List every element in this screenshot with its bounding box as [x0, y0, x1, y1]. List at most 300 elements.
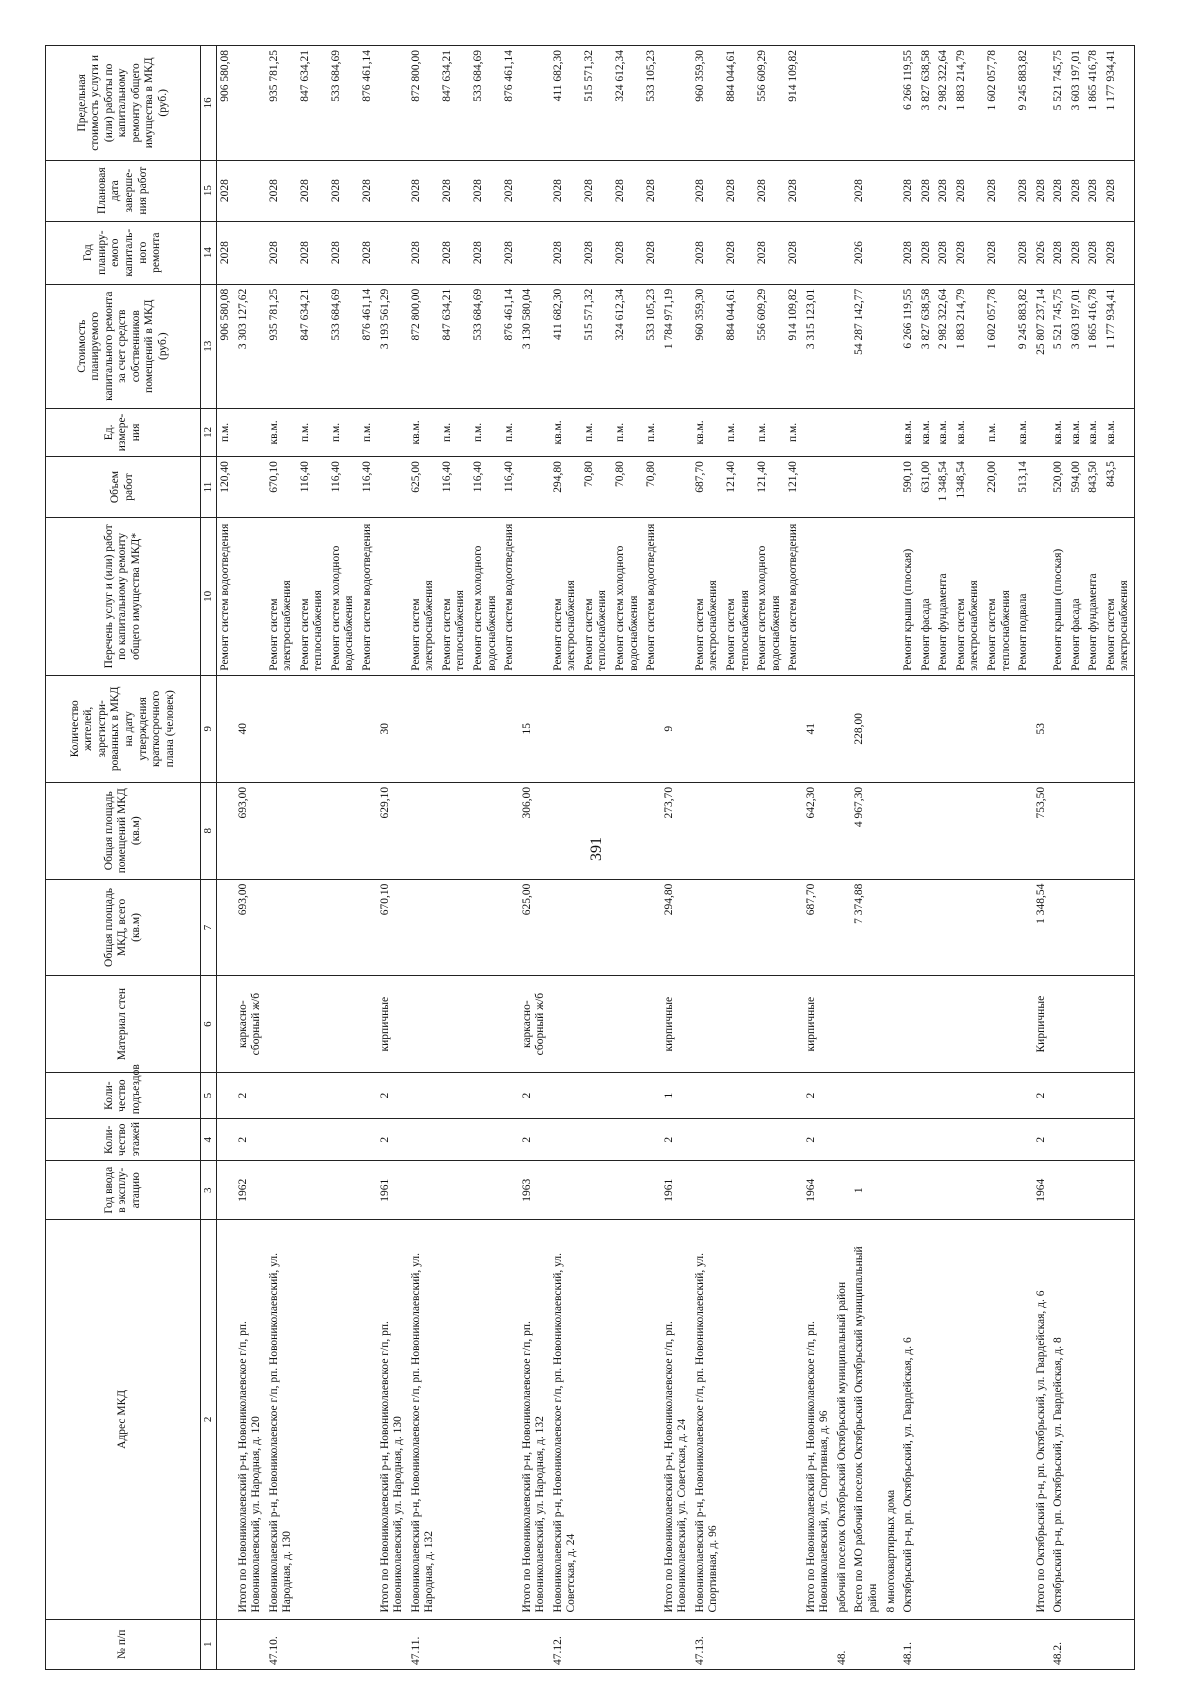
table-cell-col-15: 2028 — [851, 160, 882, 221]
table-cell-col-12: п.м. — [470, 408, 501, 456]
column-number-10: 10 — [201, 518, 217, 676]
table-row — [883, 46, 901, 1670]
table-cell-col-2: Новониколаевский р-н, Новониколаевское г/п, рп. Новониколаевский, ул. Народная, д. 130 — [266, 1220, 297, 1619]
table-cell-col-4 — [297, 1119, 328, 1161]
table-cell-col-16: 324 612,34 — [612, 46, 643, 161]
table-cell-col-8 — [834, 782, 852, 879]
table-cell-col-2 — [918, 1220, 936, 1619]
table-cell-col-6 — [723, 976, 754, 1073]
table-cell-col-11: 590,10 — [900, 457, 918, 518]
table-cell-col-5 — [1015, 1073, 1033, 1119]
table-cell-col-7 — [612, 879, 643, 976]
table-cell-col-4 — [550, 1119, 581, 1161]
table-cell-col-9 — [470, 675, 501, 782]
table-cell-col-9: 40 — [235, 675, 266, 782]
table-row — [918, 46, 936, 1670]
table-row — [1068, 46, 1086, 1670]
table-cell-col-15: 2028 — [470, 160, 501, 221]
table-row — [984, 46, 1015, 1670]
table-cell-col-14: 2028 — [439, 221, 470, 284]
table-row — [328, 46, 359, 1670]
table-cell-col-16: 5 521 745,75 — [1050, 46, 1068, 161]
table-cell-col-4: 2 — [519, 1119, 550, 1161]
table-cell-col-12: п.м. — [643, 408, 661, 456]
table-cell-col-8 — [297, 782, 328, 879]
table-cell-col-10 — [1033, 518, 1051, 676]
table-cell-col-2: рабочий поселок Октябрьский Октябрьский муниципальный район — [834, 1220, 852, 1619]
table-row — [216, 46, 234, 1670]
table-cell-col-6 — [439, 976, 470, 1073]
column-number-8: 8 — [201, 782, 217, 879]
table-cell-col-2: Итого по Новониколаевский р-н, Новониколаевское г/п, рп. Новониколаевский, ул. Советская, д. 24 — [661, 1220, 692, 1619]
table-cell-col-6: кирпичные — [661, 976, 692, 1073]
table-row — [581, 46, 612, 1670]
table-cell-col-12: п.м. — [328, 408, 359, 456]
table-cell-col-7 — [900, 879, 918, 976]
table-cell-col-9 — [408, 675, 439, 782]
table-cell-col-8: 693,00 — [235, 782, 266, 879]
table-cell-col-14: 2028 — [266, 221, 297, 284]
table-cell-col-1 — [1033, 1619, 1051, 1669]
column-number-11: 11 — [201, 457, 217, 518]
table-cell-col-15: 2028 — [1050, 160, 1068, 221]
table-cell-col-4 — [643, 1119, 661, 1161]
table-cell-col-15: 2028 — [984, 160, 1015, 221]
table-cell-col-9 — [297, 675, 328, 782]
table-cell-col-15: 2028 — [612, 160, 643, 221]
table-cell-col-9 — [1068, 675, 1086, 782]
table-cell-col-1: 47.11. — [408, 1619, 439, 1669]
table-row — [661, 46, 692, 1670]
table-cell-col-10: Ремонт систем теплоснабжения — [723, 518, 754, 676]
table-cell-col-9: 53 — [1033, 675, 1051, 782]
table-cell-col-4: 2 — [377, 1119, 408, 1161]
table-cell-col-14: 2028 — [723, 221, 754, 284]
table-cell-col-15: 2028 — [953, 160, 984, 221]
table-cell-col-3 — [834, 1161, 852, 1220]
table-row — [235, 46, 266, 1670]
table-cell-col-6 — [883, 976, 901, 1073]
table-cell-col-4 — [470, 1119, 501, 1161]
table-cell-col-11: 116,40 — [297, 457, 328, 518]
table-cell-col-4 — [266, 1119, 297, 1161]
table-cell-col-7 — [1050, 879, 1068, 976]
table-cell-col-12 — [851, 408, 882, 456]
table-cell-col-11: 631,00 — [918, 457, 936, 518]
table-cell-col-12: кв.м. — [266, 408, 297, 456]
table-cell-col-5 — [216, 1073, 234, 1119]
table-cell-col-4: 2 — [1033, 1119, 1051, 1161]
table-cell-col-2: Итого по Новониколаевский р-н, Новониколаевское г/п, рп. Новониколаевский, ул. Спортивная, д. 96 — [803, 1220, 834, 1619]
table-cell-col-12: кв.м. — [1050, 408, 1068, 456]
table-body — [216, 46, 1134, 1670]
table-cell-col-4 — [953, 1119, 984, 1161]
table-cell-col-2 — [643, 1220, 661, 1619]
table-cell-col-7 — [692, 879, 723, 976]
table-cell-col-16: 533 684,69 — [470, 46, 501, 161]
table-cell-col-11 — [834, 457, 852, 518]
table-cell-col-9 — [1085, 675, 1103, 782]
table-cell-col-1 — [359, 1619, 377, 1669]
table-cell-col-13: 515 571,32 — [581, 284, 612, 408]
table-cell-col-9 — [1015, 675, 1033, 782]
table-cell-col-12 — [883, 408, 901, 456]
table-cell-col-6 — [953, 976, 984, 1073]
table-cell-col-3: 1963 — [519, 1161, 550, 1220]
table-cell-col-16: 556 609,29 — [754, 46, 785, 161]
table-cell-col-9 — [266, 675, 297, 782]
table-cell-col-4 — [501, 1119, 519, 1161]
column-header-7: Общая площадь МКД, всего (кв.м) — [46, 879, 201, 976]
table-cell-col-16 — [377, 46, 408, 161]
table-cell-col-4 — [1068, 1119, 1086, 1161]
table-cell-col-2: Итого по Новониколаевский р-н, Новониколаевское г/п, рп. Новониколаевский, ул. Народная, д. 130 — [377, 1220, 408, 1619]
table-cell-col-7 — [1085, 879, 1103, 976]
table-cell-col-11: 70,80 — [581, 457, 612, 518]
table-cell-col-8 — [1103, 782, 1135, 879]
table-cell-col-13: 556 609,29 — [754, 284, 785, 408]
table-cell-col-8: 4 967,30 — [851, 782, 882, 879]
table-cell-col-8 — [643, 782, 661, 879]
column-header-9: Количество жителей, зарегистри-рованных в МКД на дату утверждения краткосрочного плана (человек) — [46, 675, 201, 782]
column-header-8: Общая площадь помещений МКД (кв.м) — [46, 782, 201, 879]
table-cell-col-8 — [359, 782, 377, 879]
table-cell-col-8 — [581, 782, 612, 879]
table-cell-col-3 — [550, 1161, 581, 1220]
table-cell-col-3 — [581, 1161, 612, 1220]
table-cell-col-9 — [216, 675, 234, 782]
table-cell-col-12: кв.м. — [1103, 408, 1135, 456]
table-cell-col-15: 2028 — [935, 160, 953, 221]
table-cell-col-14: 2028 — [550, 221, 581, 284]
table-cell-col-1 — [612, 1619, 643, 1669]
table-cell-col-12 — [377, 408, 408, 456]
table-cell-col-1 — [723, 1619, 754, 1669]
table-cell-col-4 — [1015, 1119, 1033, 1161]
table-cell-col-15: 2028 — [408, 160, 439, 221]
table-cell-col-14: 2028 — [935, 221, 953, 284]
table-cell-col-8 — [935, 782, 953, 879]
table-cell-col-13: 1 602 057,78 — [984, 284, 1015, 408]
table-cell-col-12: п.м. — [297, 408, 328, 456]
table-cell-col-8: 273,70 — [661, 782, 692, 879]
table-cell-col-4 — [408, 1119, 439, 1161]
table-cell-col-13: 3 315 123,01 — [803, 284, 834, 408]
table-cell-col-7 — [266, 879, 297, 976]
table-cell-col-6 — [984, 976, 1015, 1073]
table-cell-col-6: каркасно-сборный ж/б — [519, 976, 550, 1073]
table-cell-col-4 — [328, 1119, 359, 1161]
table-cell-col-1 — [216, 1619, 234, 1669]
table-cell-col-7 — [439, 879, 470, 976]
table-cell-col-8 — [723, 782, 754, 879]
column-header-15: Плановая дата заверше-ния работ — [46, 160, 201, 221]
table-cell-col-4: 2 — [803, 1119, 834, 1161]
column-number-4: 4 — [201, 1119, 217, 1161]
table-cell-col-11: 116,40 — [328, 457, 359, 518]
table-cell-col-15: 2028 — [501, 160, 519, 221]
table-cell-col-1 — [501, 1619, 519, 1669]
table-cell-col-4 — [883, 1119, 901, 1161]
table-cell-col-14: 2028 — [1103, 221, 1135, 284]
column-header-3: Год ввода в эксплу-атацию — [46, 1161, 201, 1220]
table-cell-col-10 — [519, 518, 550, 676]
table-cell-col-5 — [581, 1073, 612, 1119]
table-cell-col-13: 6 266 119,55 — [900, 284, 918, 408]
table-cell-col-14: 2028 — [612, 221, 643, 284]
table-cell-col-11: 594,00 — [1068, 457, 1086, 518]
table-cell-col-9: 41 — [803, 675, 834, 782]
column-number-9: 9 — [201, 675, 217, 782]
table-cell-col-1 — [519, 1619, 550, 1669]
table-cell-col-14: 2028 — [900, 221, 918, 284]
table-cell-col-6 — [785, 976, 803, 1073]
table-row — [550, 46, 581, 1670]
table-cell-col-2 — [1085, 1220, 1103, 1619]
table-cell-col-11: 294,80 — [550, 457, 581, 518]
table-cell-col-5: 2 — [803, 1073, 834, 1119]
table-cell-col-12 — [834, 408, 852, 456]
table-cell-col-6: каркасно-сборный ж/б — [235, 976, 266, 1073]
table-cell-col-9 — [550, 675, 581, 782]
table-cell-col-8 — [1050, 782, 1068, 879]
table-cell-col-3 — [1068, 1161, 1086, 1220]
table-cell-col-1 — [1015, 1619, 1033, 1669]
table-cell-col-6: кирпичные — [377, 976, 408, 1073]
column-number-12: 12 — [201, 408, 217, 456]
table-cell-col-10: Ремонт систем водоотведения — [359, 518, 377, 676]
table-cell-col-10: Ремонт систем холодного водоснабжения — [754, 518, 785, 676]
table-cell-col-6 — [900, 976, 918, 1073]
table-cell-col-4 — [754, 1119, 785, 1161]
table-row — [803, 46, 834, 1670]
table-cell-col-15: 2028 — [918, 160, 936, 221]
table-cell-col-14 — [519, 221, 550, 284]
table-row — [1033, 46, 1051, 1670]
table-cell-col-11: 116,40 — [439, 457, 470, 518]
table-cell-col-1 — [953, 1619, 984, 1669]
column-number-1: 1 — [201, 1619, 217, 1669]
table-cell-col-7 — [581, 879, 612, 976]
table-cell-col-13: 1 883 214,79 — [953, 284, 984, 408]
table-cell-col-8 — [408, 782, 439, 879]
column-header-6: Материал стен — [46, 976, 201, 1073]
table-cell-col-8: 629,10 — [377, 782, 408, 879]
table-cell-col-16: 6 266 119,55 — [900, 46, 918, 161]
table-cell-col-5 — [297, 1073, 328, 1119]
table-cell-col-11: 843,5 — [1103, 457, 1135, 518]
table-cell-col-15: 2028 — [550, 160, 581, 221]
table-cell-col-16: 1 177 934,41 — [1103, 46, 1135, 161]
table-cell-col-12: кв.м. — [408, 408, 439, 456]
table-cell-col-1 — [1085, 1619, 1103, 1669]
page-number: 391 — [588, 837, 605, 861]
table-cell-col-13: 25 807 237,14 — [1033, 284, 1051, 408]
table-cell-col-10: Ремонт фундамента — [1085, 518, 1103, 676]
table-cell-col-3: 1 — [851, 1161, 882, 1220]
table-cell-col-7: 7 374,88 — [851, 879, 882, 976]
table-cell-col-8 — [883, 782, 901, 879]
table-cell-col-5 — [723, 1073, 754, 1119]
table-cell-col-12: кв.м. — [1068, 408, 1086, 456]
table-cell-col-10 — [235, 518, 266, 676]
table-cell-col-6 — [408, 976, 439, 1073]
table-cell-col-3: 1961 — [377, 1161, 408, 1220]
table-cell-col-8 — [1068, 782, 1086, 879]
table-cell-col-1 — [918, 1619, 936, 1669]
table-cell-col-16 — [851, 46, 882, 161]
table-cell-col-13: 533 684,69 — [470, 284, 501, 408]
column-number-7: 7 — [201, 879, 217, 976]
table-cell-col-9 — [1050, 675, 1068, 782]
table-cell-col-11: 1 348,54 — [935, 457, 953, 518]
table-cell-col-2 — [1015, 1220, 1033, 1619]
table-cell-col-15 — [377, 160, 408, 221]
column-number-6: 6 — [201, 976, 217, 1073]
table-cell-col-8 — [266, 782, 297, 879]
table-cell-col-1 — [581, 1619, 612, 1669]
table-cell-col-3: 1964 — [1033, 1161, 1051, 1220]
table-cell-col-5 — [883, 1073, 901, 1119]
table-cell-col-5 — [754, 1073, 785, 1119]
table-cell-col-10: Ремонт подвала — [1015, 518, 1033, 676]
table-cell-col-10 — [377, 518, 408, 676]
table-cell-col-2: Всего по МО рабочий поселок Октябрьский Октябрьский муниципальный район — [851, 1220, 882, 1619]
table-cell-col-11 — [1033, 457, 1051, 518]
table-cell-col-13: 872 800,00 — [408, 284, 439, 408]
table-cell-col-15: 2028 — [328, 160, 359, 221]
table-cell-col-3 — [643, 1161, 661, 1220]
table-cell-col-13: 876 461,14 — [501, 284, 519, 408]
table-cell-col-16 — [834, 46, 852, 161]
table-cell-col-15: 2028 — [266, 160, 297, 221]
table-cell-col-4 — [581, 1119, 612, 1161]
table-cell-col-9 — [785, 675, 803, 782]
table-cell-col-5 — [1085, 1073, 1103, 1119]
column-header-1: № п/п — [46, 1619, 201, 1669]
table-cell-col-9 — [723, 675, 754, 782]
column-number-16: 16 — [201, 46, 217, 161]
table-cell-col-1: 48.1. — [900, 1619, 918, 1669]
table-cell-col-5 — [935, 1073, 953, 1119]
table-cell-col-3 — [723, 1161, 754, 1220]
table-cell-col-5 — [918, 1073, 936, 1119]
table-cell-col-7 — [834, 879, 852, 976]
table-cell-col-8 — [900, 782, 918, 879]
table-cell-col-10: Ремонт крыши (плоская) — [900, 518, 918, 676]
table-cell-col-5 — [439, 1073, 470, 1119]
table-cell-col-6 — [470, 976, 501, 1073]
table-cell-col-15: 2028 — [581, 160, 612, 221]
table-cell-col-3 — [1015, 1161, 1033, 1220]
table-cell-col-16: 1 602 057,78 — [984, 46, 1015, 161]
column-number-13: 13 — [201, 284, 217, 408]
table-cell-col-1: 48.2. — [1050, 1619, 1068, 1669]
table-cell-col-8 — [470, 782, 501, 879]
table-cell-col-7 — [1015, 879, 1033, 976]
table-cell-col-4 — [851, 1119, 882, 1161]
table-cell-col-2 — [581, 1220, 612, 1619]
table-cell-col-14 — [377, 221, 408, 284]
table-cell-col-5 — [953, 1073, 984, 1119]
table-cell-col-2 — [612, 1220, 643, 1619]
rotated-table-container — [45, 45, 1180, 1670]
table-cell-col-7: 693,00 — [235, 879, 266, 976]
table-cell-col-9 — [612, 675, 643, 782]
table-cell-col-14: 2028 — [1085, 221, 1103, 284]
table-cell-col-3 — [359, 1161, 377, 1220]
table-cell-col-6 — [550, 976, 581, 1073]
table-cell-col-13: 54 287 142,77 — [851, 284, 882, 408]
table-cell-col-16: 1 865 416,78 — [1085, 46, 1103, 161]
table-cell-col-4 — [935, 1119, 953, 1161]
table-cell-col-3 — [1050, 1161, 1068, 1220]
table-cell-col-2 — [501, 1220, 519, 1619]
table-cell-col-2 — [470, 1220, 501, 1619]
table-cell-col-15: 2028 — [297, 160, 328, 221]
table-cell-col-7 — [550, 879, 581, 976]
table-cell-col-9 — [953, 675, 984, 782]
table-cell-col-5: 2 — [377, 1073, 408, 1119]
table-cell-col-4 — [918, 1119, 936, 1161]
table-cell-col-1 — [754, 1619, 785, 1669]
table-cell-col-2: Итого по Новониколаевский р-н, Новониколаевское г/п, рп. Новониколаевский, ул. Народная, д. 120 — [235, 1220, 266, 1619]
table-cell-col-5 — [550, 1073, 581, 1119]
table-cell-col-15: 2028 — [1103, 160, 1135, 221]
table-cell-col-15: 2028 — [900, 160, 918, 221]
table-cell-col-2: Новониколаевский р-н, Новониколаевское г/п, рп. Новониколаевский, ул. Народная, д. 132 — [408, 1220, 439, 1619]
table-cell-col-14: 2028 — [1050, 221, 1068, 284]
table-cell-col-13: 1 865 416,78 — [1085, 284, 1103, 408]
table-cell-col-3 — [883, 1161, 901, 1220]
table-row — [643, 46, 661, 1670]
table-cell-col-2 — [1068, 1220, 1086, 1619]
column-header-4: Коли-чество этажей — [46, 1119, 201, 1161]
table-cell-col-7 — [1068, 879, 1086, 976]
table-cell-col-3 — [470, 1161, 501, 1220]
table-cell-col-15: 2028 — [439, 160, 470, 221]
table-cell-col-13: 847 634,21 — [439, 284, 470, 408]
table-cell-col-12: п.м. — [216, 408, 234, 456]
table-cell-col-7 — [754, 879, 785, 976]
table-cell-col-8 — [754, 782, 785, 879]
table-cell-col-16: 847 634,21 — [297, 46, 328, 161]
table-cell-col-3 — [984, 1161, 1015, 1220]
table-cell-col-12: кв.м. — [900, 408, 918, 456]
table-cell-col-5 — [408, 1073, 439, 1119]
table-cell-col-7 — [785, 879, 803, 976]
table-cell-col-14: 2026 — [851, 221, 882, 284]
table-cell-col-14: 2028 — [785, 221, 803, 284]
table-cell-col-13: 533 684,69 — [328, 284, 359, 408]
table-cell-col-13: 884 044,61 — [723, 284, 754, 408]
table-cell-col-5 — [1050, 1073, 1068, 1119]
table-cell-col-6 — [643, 976, 661, 1073]
table-cell-col-15 — [235, 160, 266, 221]
column-header-5: Коли-чество подъездов — [46, 1073, 201, 1119]
table-cell-col-6 — [1050, 976, 1068, 1073]
table-cell-col-16 — [235, 46, 266, 161]
table-cell-col-13: 960 359,30 — [692, 284, 723, 408]
table-cell-col-15: 2028 — [723, 160, 754, 221]
table-row — [501, 46, 519, 1670]
table-cell-col-1 — [883, 1619, 901, 1669]
table-cell-col-5 — [984, 1073, 1015, 1119]
table-cell-col-3 — [1085, 1161, 1103, 1220]
table-cell-col-16 — [1033, 46, 1051, 161]
table-cell-col-16: 906 580,08 — [216, 46, 234, 161]
table-cell-col-16: 935 781,25 — [266, 46, 297, 161]
